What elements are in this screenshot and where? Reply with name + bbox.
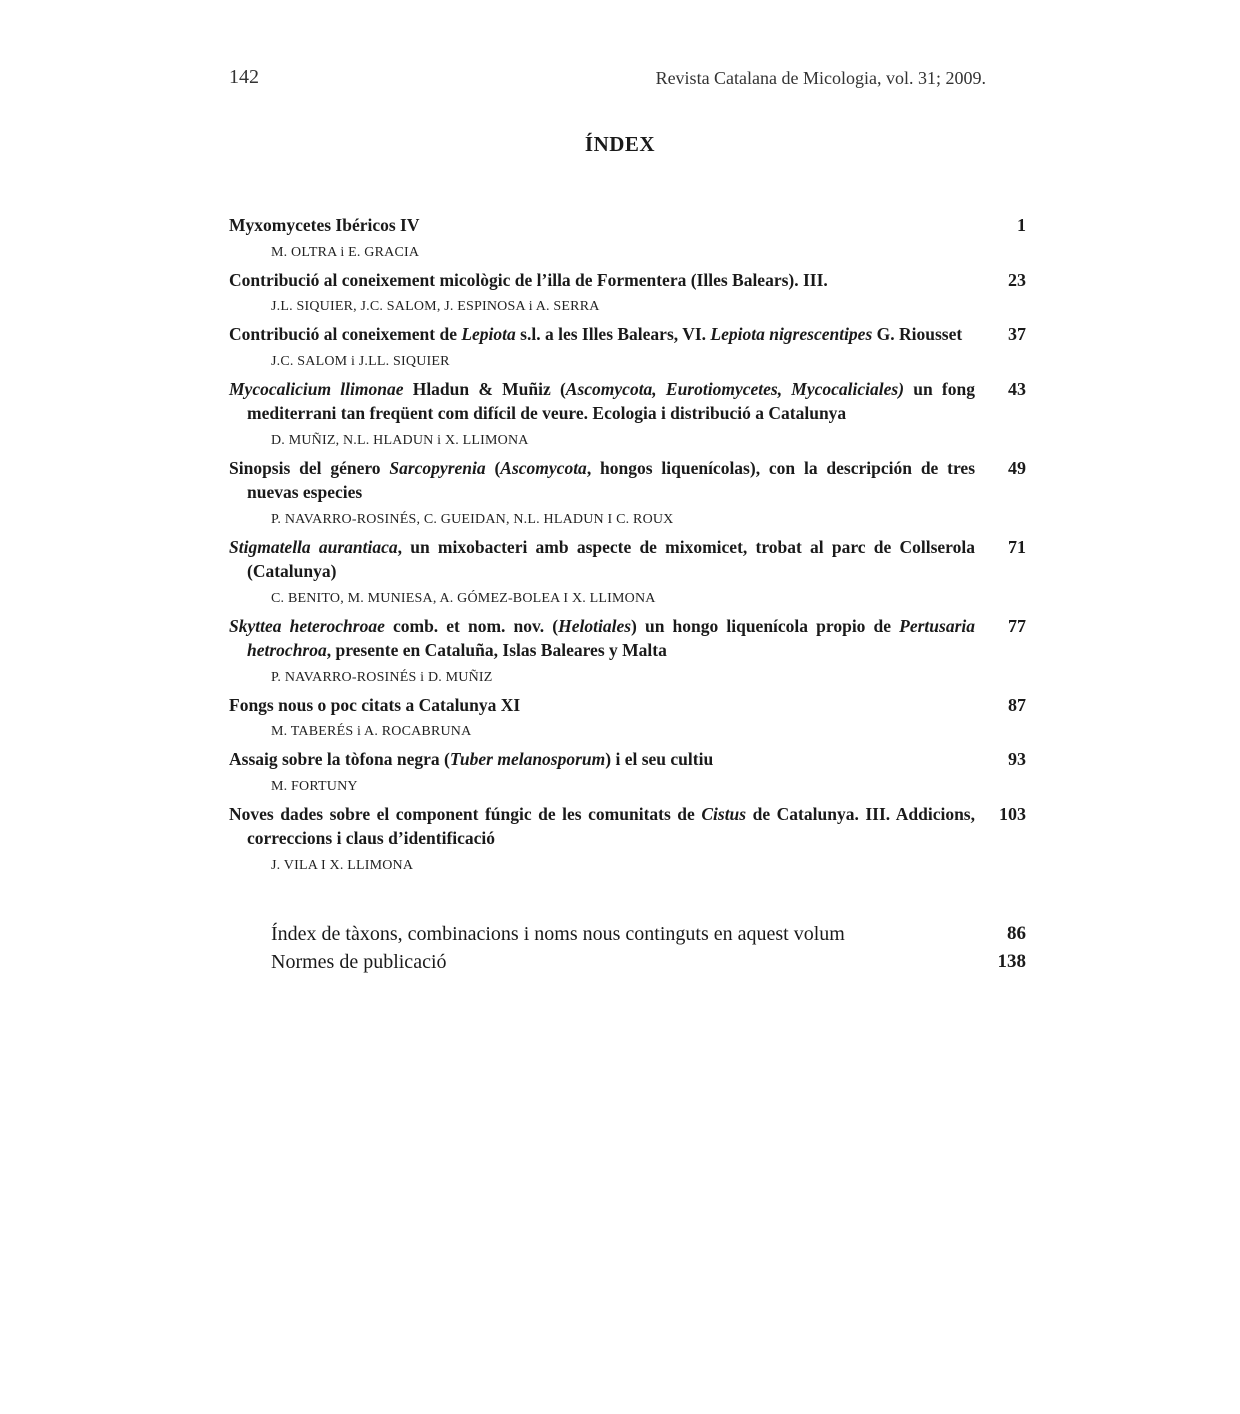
entry-title	[229, 213, 975, 238]
entry-page-number: 71	[1008, 536, 1026, 557]
entry-title	[229, 322, 975, 347]
entry-title-italic: Stigmatella aurantiaca	[229, 536, 398, 557]
page-number: 142	[229, 66, 259, 88]
entry-authors: M. TABERÉS i A. ROCABRUNA	[271, 724, 472, 739]
entry-title-text: un fong mediterrani tan freqüent com difícil de veure. Ecologia i distribució a Catalunya	[247, 378, 975, 423]
entry-title-italic: Ascomycota, Eurotiomycetes, Mycocaliciales)	[565, 378, 905, 399]
index-entry	[229, 614, 1029, 693]
backmatter-item	[271, 920, 1029, 948]
entry-authors: J.L. SIQUIER, J.C. SALOM, J. ESPINOSA i A. SERRA	[271, 299, 600, 314]
index-entry	[229, 456, 1029, 535]
entry-title-text: Fongs nous o poc citats a Catalunya XI	[229, 694, 521, 715]
entry-page-number: 37	[1008, 324, 1026, 344]
entry-title-italic: Lepiota nigrescentipes	[710, 324, 873, 344]
entry-page-number: 87	[1008, 694, 1026, 715]
backmatter-page-number: 86	[1007, 923, 1026, 944]
entry-title-italic: Mycocalicium llimonae	[229, 378, 404, 399]
entry-title-text: , hongos liquenícolas), con la descripción de tres nuevas especies	[247, 457, 976, 502]
backmatter-page-number: 138	[997, 951, 1026, 972]
index-entry	[229, 802, 1029, 881]
entry-title	[229, 456, 975, 505]
entry-authors: M. FORTUNY	[271, 778, 358, 794]
entry-authors: P. NAVARRO-ROSINÉS, C. GUEIDAN, N.L. HLADUN I C. ROUX	[271, 511, 674, 527]
entry-title-text: (	[485, 457, 501, 478]
entry-title-text: , presente en Cataluña, Islas Baleares y Malta	[326, 640, 667, 660]
backmatter-label: Índex de tàxons, combinacions i noms nous continguts en aquest volum	[271, 923, 845, 945]
entry-page-number: 103	[999, 803, 1026, 824]
entry-title-text: Contribució al coneixement de	[229, 324, 462, 344]
entry-title	[229, 802, 975, 851]
entry-page-number: 49	[1008, 457, 1026, 478]
entry-authors: J.C. SALOM i J.LL. SIQUIER	[271, 353, 450, 369]
entry-title-text: Hladun & Muñiz (	[403, 378, 566, 399]
entry-title-text: G. Riousset	[872, 324, 963, 344]
entry-title-text: de Catalunya. III. Addicions, correccions i claus d’identificació	[247, 803, 975, 848]
entry-title	[229, 535, 975, 584]
index-entry	[229, 535, 1029, 614]
entry-title-text: s.l. a les Illes Balears, VI.	[515, 324, 711, 344]
entry-title-text: Assaig sobre la tòfona negra (	[229, 749, 450, 769]
index-entry	[229, 268, 1029, 323]
entry-title-italic: Lepiota	[461, 324, 516, 344]
entry-page-number: 43	[1008, 378, 1026, 399]
entry-title-text: Contribució al coneixement micològic de l’illa de Formentera (Illes Balears). III.	[229, 269, 828, 290]
index-entry	[229, 747, 1029, 802]
entry-title	[229, 614, 975, 663]
entry-title-italic: Skyttea heterochroae	[229, 615, 385, 636]
entry-title-text: ) un hongo liquenícola propio de	[631, 615, 900, 636]
index-title: ÍNDEX	[584, 132, 656, 156]
entry-title-italic: Ascomycota	[500, 457, 587, 478]
entry-title	[229, 693, 975, 718]
entry-title-italic: Pertusaria hetrochroa	[247, 615, 976, 660]
entry-title-text: ) i el seu cultiu	[605, 749, 714, 769]
backmatter-item	[271, 948, 1029, 976]
entry-title-italic: Cistus	[701, 803, 747, 824]
entry-authors: M. OLTRA i E. GRACIA	[271, 244, 420, 260]
entry-title-italic: Tuber melanosporum	[449, 749, 606, 769]
entry-title-text: Myxomycetes Ibéricos IV	[229, 215, 420, 235]
backmatter-label: Normes de publicació	[271, 951, 447, 973]
page-header	[229, 66, 986, 96]
entry-page-number: 23	[1008, 269, 1026, 290]
entry-title-text: comb. et nom. nov. (	[384, 615, 559, 636]
running-head: Revista Catalana de Micologia, vol. 31; 2009.	[655, 68, 986, 88]
index-entry	[229, 377, 1029, 456]
index-entries	[229, 213, 1029, 881]
entry-title-text: Noves dades sobre el component fúngic de les comunitats de	[229, 803, 702, 824]
entry-authors: J. VILA I X. LLIMONA	[271, 857, 414, 873]
entry-title-text: Sinopsis del género	[229, 457, 390, 478]
index-entry	[229, 322, 1029, 377]
backmatter-list	[271, 920, 1029, 976]
entry-title	[229, 268, 975, 293]
entry-title-italic: Sarcopyrenia	[389, 457, 486, 478]
entry-title-italic: Helotiales	[558, 615, 632, 636]
entry-authors: C. BENITO, M. MUNIESA, A. GÓMEZ-BOLEA I X. LLIMONA	[271, 590, 656, 606]
entry-title-text: , un mixobacteri amb aspecte de mixomicet, trobat al parc de Collserola (Catalunya)	[247, 536, 975, 581]
index-entry	[229, 213, 1029, 268]
entry-page-number: 1	[1017, 215, 1026, 235]
entry-title	[229, 377, 975, 426]
entry-authors: P. NAVARRO-ROSINÉS i D. MUÑIZ	[271, 669, 493, 685]
entry-title	[229, 747, 975, 772]
entry-page-number: 77	[1008, 615, 1026, 636]
index-entry	[229, 693, 1029, 748]
entry-page-number: 93	[1008, 749, 1026, 769]
entry-authors: D. MUÑIZ, N.L. HLADUN i X. LLIMONA	[271, 432, 529, 448]
